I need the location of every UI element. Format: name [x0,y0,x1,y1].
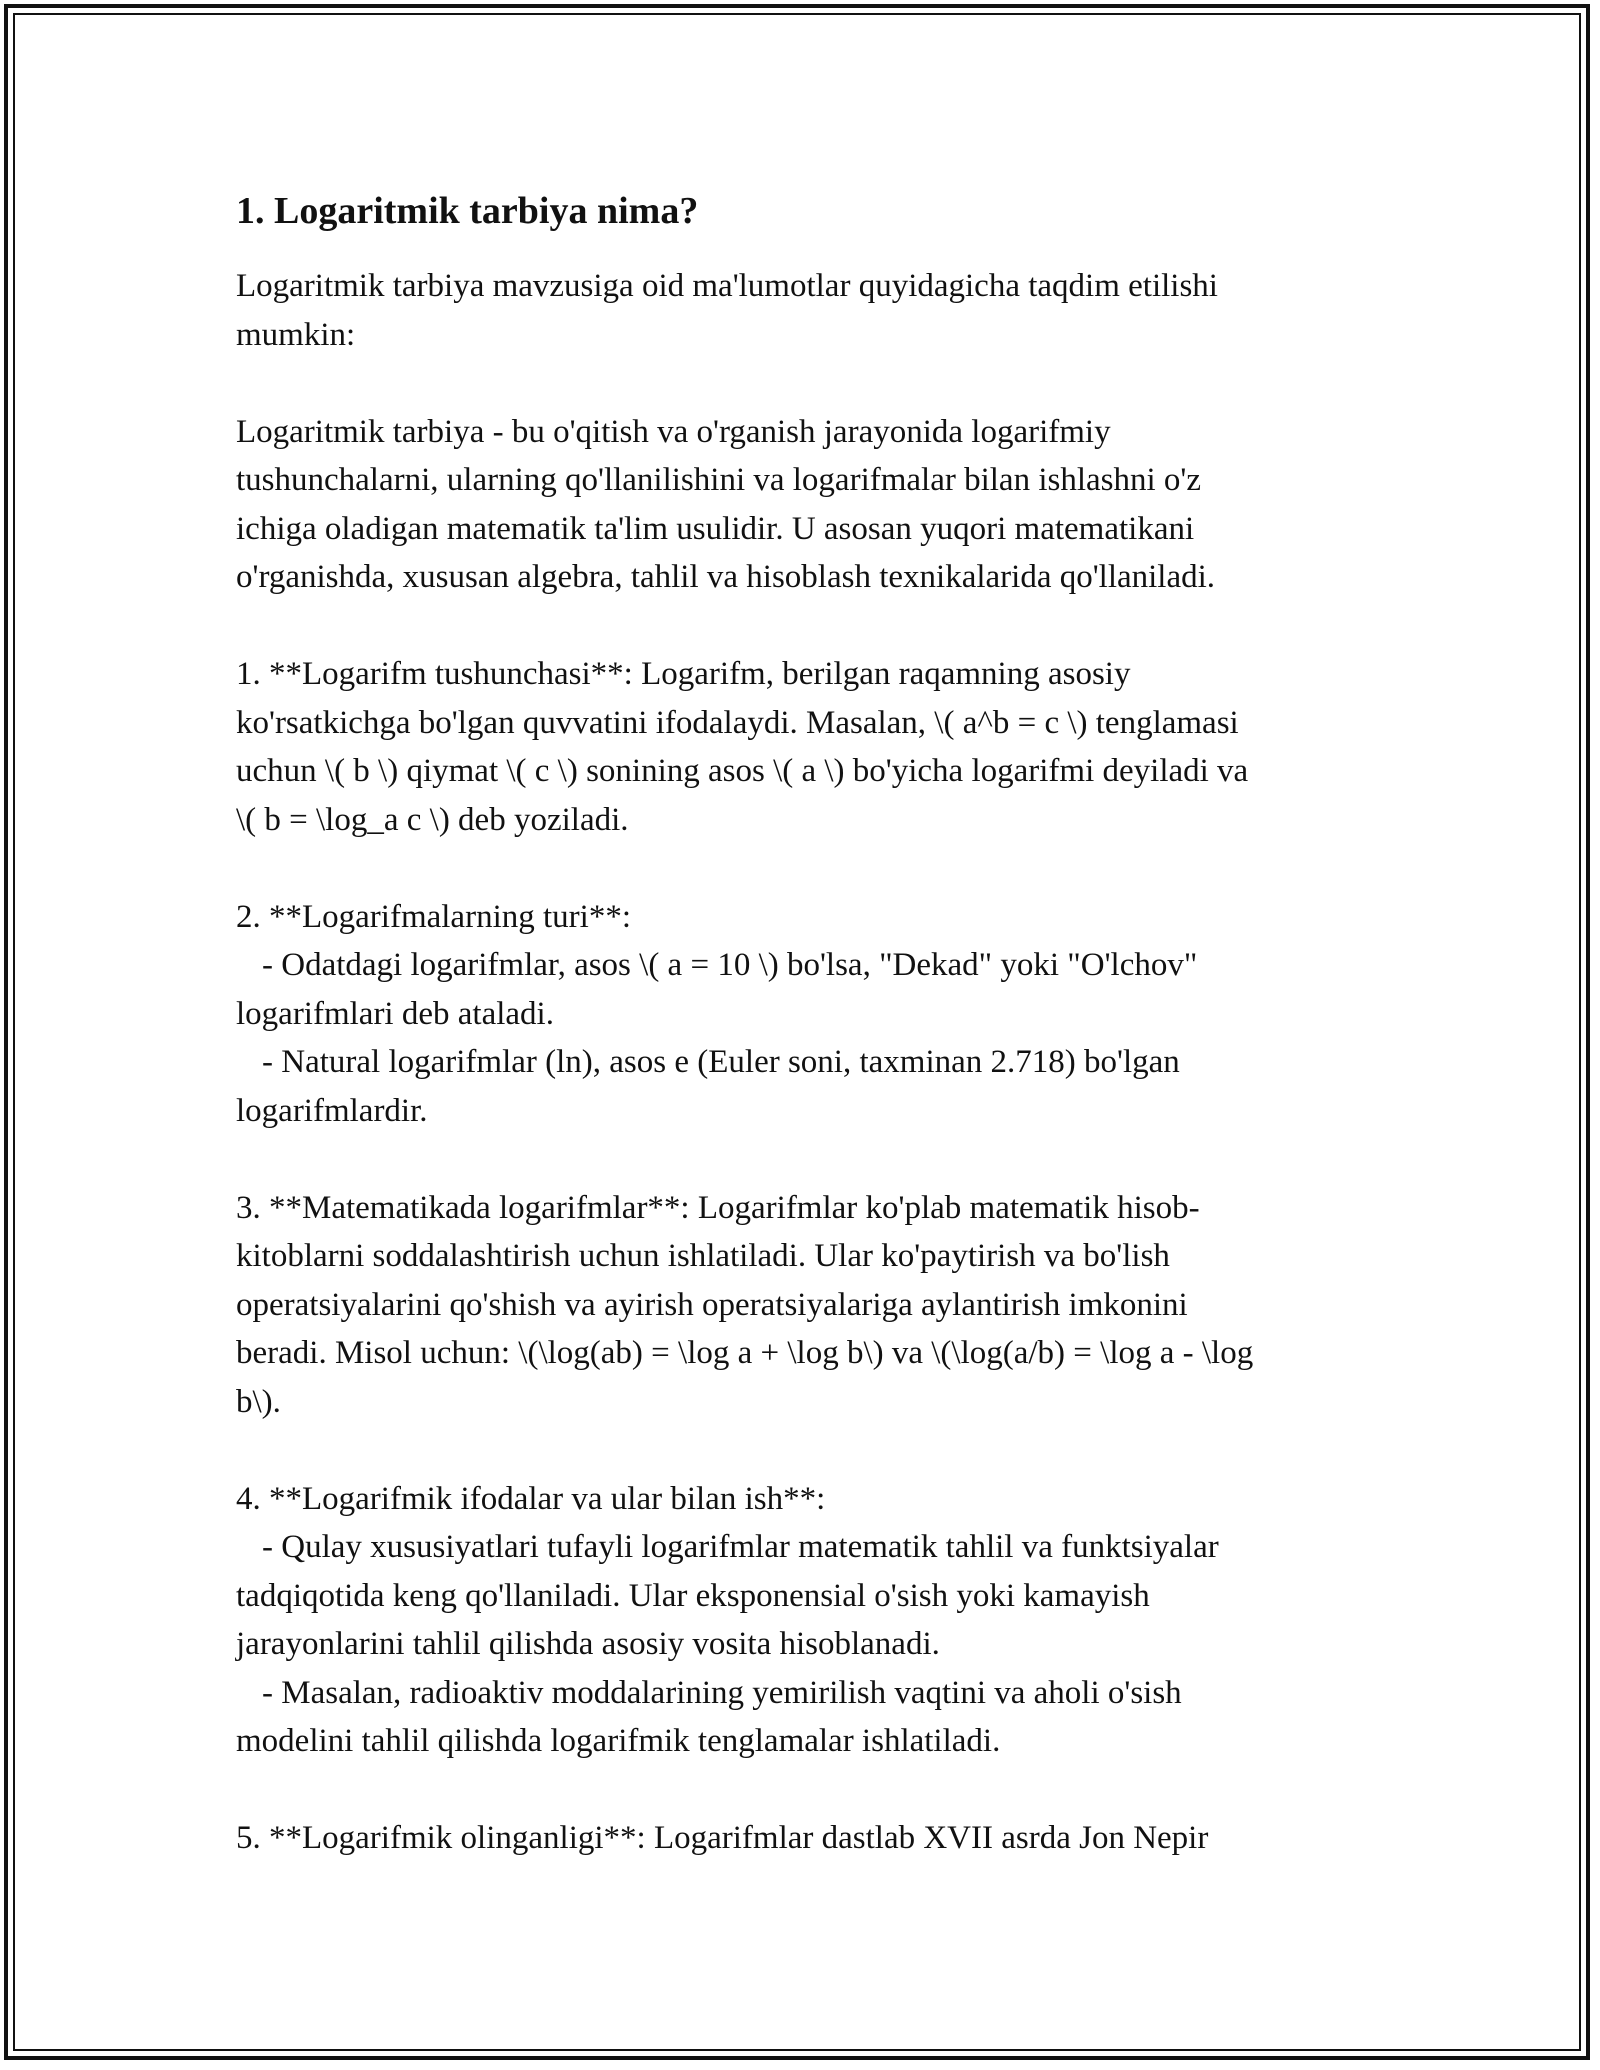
text-line: 4. **Logarifmik ifodalar va ular bilan ish**: [236,1480,826,1517]
bullet-line: - Natural logarifmlar (ln), asos e (Euler soni, taxminan 2.718) bo'lgan [262,1044,1180,1080]
document-title: 1. Logaritmik tarbiya nima? [236,190,699,232]
text-line: tushunchalarni, ularning qo'llanilishini va logarifmalar bilan ishlashni o'z [236,462,1202,498]
text-line: ko'rsatkichga bo'lgan quvvatini ifodalaydi. Masalan, \( a^b = c \) tenglamasi [236,704,1239,741]
text-line: logarifmlardir. [236,1092,428,1129]
text-line: tadqiqotida keng qo'llaniladi. Ular eksponensial o'sish yoki kamayish [236,1577,1150,1614]
text-line: o'rganishda, xususan algebra, tahlil va hisoblash texnikalarida qo'llaniladi. [236,559,1216,595]
intro-paragraph [236,262,1376,359]
text-line: beradi. Misol uchun: \(\log(ab) = \log a + \log b\) va \(\log(a/b) = \log a - \log [236,1335,1254,1371]
text-line: \( b = \log_a c \) deb yoziladi. [236,801,629,838]
text-line: b\). [236,1383,281,1420]
text-line: logarifmlari deb ataladi. [236,995,554,1032]
text-line: 5. **Logarifmik olinganligi**: Logarifmlar dastlab XVII asrda Jon Nepir [236,1820,1209,1856]
bullet-line: - Masalan, radioaktiv moddalarining yemirilish vaqtini va aholi o'sish [262,1674,1182,1711]
text-line: jarayonlarini tahlil qilishda asosiy vosita hisoblanadi. [236,1626,940,1662]
text-line: 3. **Matematikada logarifmlar**: Logarifmlar ko'plab matematik hisob- [236,1189,1200,1226]
text-line: Logaritmik tarbiya - bu o'qitish va o'rganish jarayonida logarifmiy [236,413,1111,450]
section-logarifm-origin [236,1814,1376,1863]
section-logarifmic-expressions [236,1475,1376,1766]
bullet-line: - Odatdagi logarifmlar, asos \( a = 10 \) bo'lsa, "Dekad" yoki "O'lchov" [262,947,1198,983]
text-line: kitoblarni soddalashtirish uchun ishlatiladi. Ular ko'paytirish va bo'lish [236,1238,1170,1274]
text-line: operatsiyalarini qo'shish va ayirish operatsiyalariga aylantirish imkonini [236,1286,1188,1323]
section-logarifm-types [236,893,1376,1136]
text-line: mumkin: [236,316,356,353]
definition-paragraph [236,408,1376,602]
section-logarifms-in-math [236,1184,1376,1427]
text-line: 2. **Logarifmalarning turi**: [236,898,631,935]
text-line: modelini tahlil qilishda logarifmik tenglamalar ishlatiladi. [236,1723,1001,1759]
text-line: 1. **Logarifm tushunchasi**: Logarifm, berilgan raqamning asosiy [236,656,1131,692]
section-logarifm-concept [236,650,1376,844]
document-body [236,188,1376,1863]
bullet-line: - Qulay xususiyatlari tufayli logarifmlar matematik tahlil va funktsiyalar [262,1529,1219,1565]
text-line: ichiga oladigan matematik ta'lim usulidir. U asosan yuqori matematikani [236,510,1195,547]
text-line: uchun \( b \) qiymat \( c \) sonining asos \( a \) bo'yicha logarifmi deyiladi va [236,753,1249,789]
text-line: Logaritmik tarbiya mavzusiga oid ma'lumotlar quyidagicha taqdim etilishi [236,268,1218,304]
